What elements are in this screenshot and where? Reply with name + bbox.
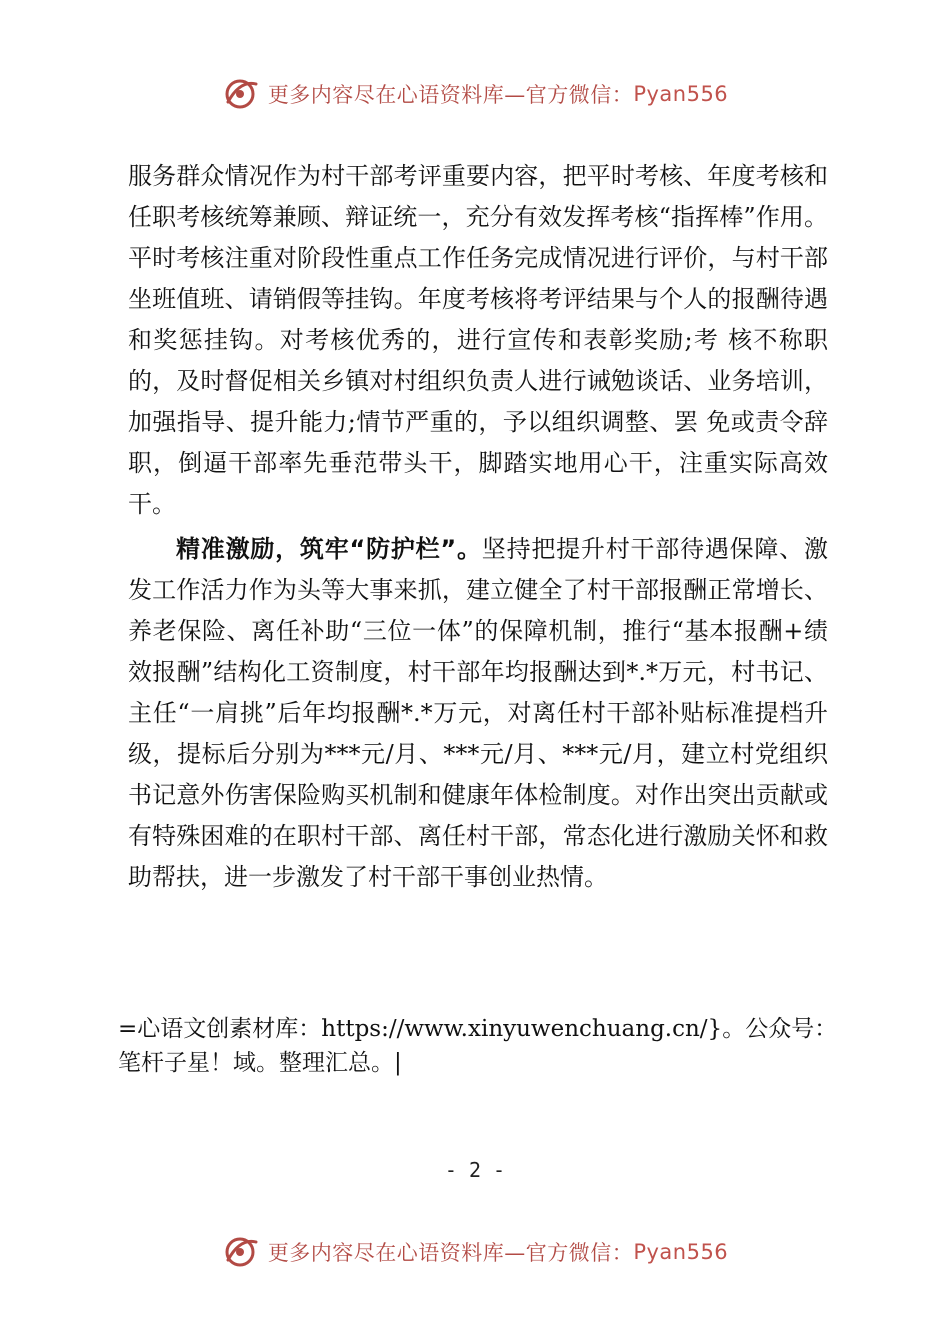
paragraph-2 [128, 529, 828, 898]
paragraph-2-text: 坚持把提升村干部待遇保障、激发工作活力作为头等大事来抓，建立健全了村干部报酬正常增长、养老保险、离任补助“三位一体”的保障机制，推行“基本报酬+绩效报酬”结构化工资制度，村干部年均报酬达到*.*万元，村书记、主任“一肩挑”后年均报酬*.*万元，对离任村干部补贴标准提档升级，提标后分别为***元/月、***元/月、***元/月，建立村党组织书记意外伤害保险购买机制和健康年体检制度。对作出突出贡献或有特殊困难的在职村干部、离任村干部，常态化进行激励关怀和救助帮扶，进一步激发了村干部干事创业热情。 [128, 535, 829, 891]
wechat-id: Pyan556 [633, 82, 729, 106]
footer-watermark [0, 1230, 950, 1274]
watermark-text: 更多内容尽在心语资料库—官方微信： [267, 83, 634, 107]
page-number: - 2 - [444, 1158, 506, 1182]
paragraph-2-heading: 精准激励，筑牢“防护栏”。 [176, 535, 482, 563]
wechat-id: Pyan556 [633, 1240, 729, 1264]
logo-icon [222, 76, 262, 112]
document-body [128, 156, 828, 898]
watermark-text: 更多内容尽在心语资料库—官方微信： [267, 1241, 634, 1265]
paragraph-1: 服务群众情况作为村干部考评重要内容，把平时考核、年度考核和任职考核统筹兼顾、辩证统一，充分有效发挥考核“指挥棒”作用。平时考核注重对阶段性重点工作任务完成情况进行评价，与村干部坐班值班、请销假等挂钩。年度考核将考评结果与个人的报酬待遇和奖惩挂钩。对考核优秀的，进行宣传和表彰奖励;考 核不称职的，及时督促相关乡镇对村组织负责人进行诫勉谈话、业务培训，加强指导、提升能力;情节严重的，予以组织调整、罢 免或责令辞职，倒逼干部率先垂范带头干，脚踏实地用心干，注重实际高效干。 [128, 162, 828, 518]
logo-icon [222, 1234, 262, 1270]
source-note: =心语文创素材库：https://www.xinyuwenchuang.cn/}。公众号：笔杆子星！域。整理汇总。| [118, 1016, 838, 1076]
header-watermark [0, 72, 950, 116]
